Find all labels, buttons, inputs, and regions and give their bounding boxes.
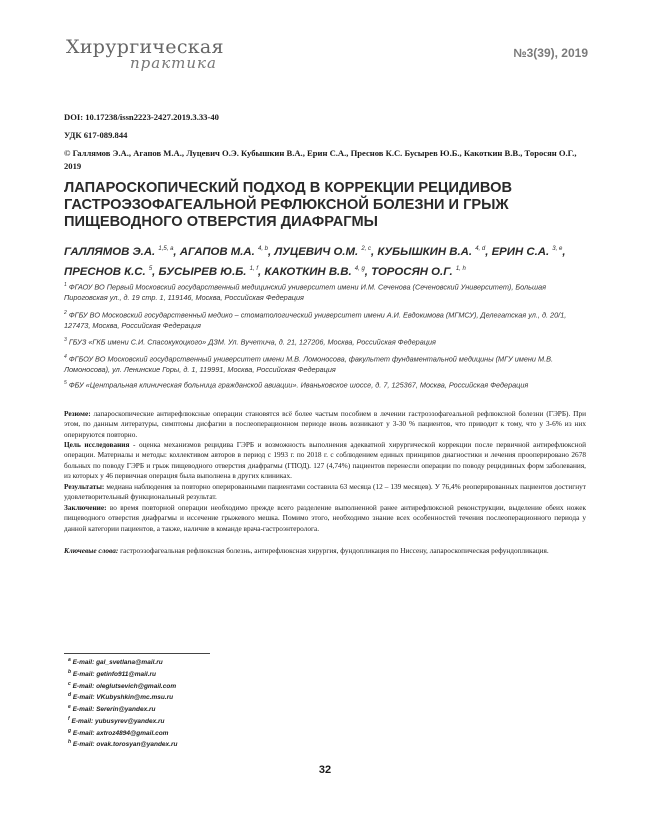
author: ЛУЦЕВИЧ О.М. $^{2, c}$, <box>274 245 378 258</box>
email-item[interactable]: $^a$ E-mail: gal_svetlana@mail.ru <box>68 657 163 667</box>
author: ПРЕСНОВ К.С. $^5$, <box>64 265 159 278</box>
footnote-divider <box>64 653 210 654</box>
journal-logo-title: Хирургическая <box>66 36 224 58</box>
email-item[interactable]: $^e$ E-mail: Sererin@yandex.ru <box>68 704 156 714</box>
email-footnotes <box>68 656 177 750</box>
abstract-resume: Резюме: лапароскопические антирефлюксные операции становятся всё более частым пособием в лечении гастроэзофагеальной рефлюксной болезни (ГЭРБ). При этом, по данным литературы, симптомы дисфагии в послеоперационном периоде вновь возникают у 3-30 % пациентов, что приводит к тому, что у 3-6% из них оперируются повторно. <box>64 409 586 439</box>
email-item[interactable]: $^h$ E-mail: ovak.torosyan@yandex.ru <box>68 739 178 749</box>
author: КАКОТКИН В.В. $^{4, g}$, <box>264 265 372 278</box>
udk: УДК 617-089.844 <box>64 130 128 140</box>
affiliation: $^4$ ФГБОУ ВО Московский государственный университет имени М.В. Ломоносова, факультет фундаментальной медицины (МГУ имени М.В. Ломоносова), ул. Ленинские Горы, д. 1, 119991, Москва, Российская Федерация <box>64 354 553 374</box>
abstract-results: Результаты: медиана наблюдения за повторно оперированными пациентами составила 63 месяца (12 – 139 месяцев). У 76,4% реоперированных пациентов достигнут удовлетворительный функциональный результат. <box>64 482 586 502</box>
copyright-line: © Галлямов Э.А., Агапов М.А., Луцевич О.Э. Кубышкин В.А., Ерин С.А., Преснов К.С. Бусырев Ю.Б., Какоткин В.В., Торосян О.Г., 2019 <box>64 148 577 171</box>
author: АГАПОВ М.А. $^{4, b}$, <box>179 245 275 258</box>
article-title: ЛАПАРОСКОПИЧЕСКИЙ ПОДХОД В КОРРЕКЦИИ РЕЦИДИВОВ ГАСТРОЭЗОФАГЕАЛЬНОЙ РЕФЛЮКСНОЙ БОЛЕЗНИ И ГРЫЖ ПИЩЕВОДНОГО ОТВЕРСТИЯ ДИАФРАГМЫ <box>64 180 512 230</box>
page-number: 32 <box>318 764 332 776</box>
email-item[interactable]: $^g$ E-mail: axtroz4894@gmail.com <box>68 727 169 737</box>
doi[interactable]: DOI: 10.17238/issn2223-2427.2019.3.33-40 <box>64 112 219 122</box>
keywords: Ключевые слова: гастроэзофагеальная рефлюксная болезнь, антирефлюксная хирургия, фундопликация по Ниссену, лапароскопическая рефундопликация. <box>64 546 549 555</box>
author: БУСЫРЕВ Ю.Б. $^{1, f}$, <box>158 265 265 278</box>
email-item[interactable]: $^f$ E-mail: yubusyrev@yandex.ru <box>68 715 165 725</box>
affiliation: $^3$ ГБУЗ «ГКБ имени С.И. Спасокукоцкого» ДЗМ. Ул. Вучетича, д. 21, 127206, Москва, Российская Федерация <box>64 337 436 347</box>
author: ЕРИН С.А. $^{3, e}$, <box>491 245 566 258</box>
abstract-aim: Цель исследования - оценка механизмов рецидива ГЭРБ и возможность выполнения адекватной хирургической коррекции после первичной антирефлюксной операции. Материалы и методы: коллективом авторов в период с 1993 г. по 2018 г. с соблюдением единых принципов диагностики и лечения прооперировано 2678 больных по поводу ГЭРБ и грыж пищеводного отверстия диафрагмы (ГПОД). 127 (4,74%) пациентов перенесли операции по поводу рецидивных форм заболевания, из которых у 46 первичная операция была выполнена в других клиниках. <box>64 440 586 481</box>
author: ТОРОСЯН О.Г. $^{1, h}$ <box>371 265 466 278</box>
email-item[interactable]: $^d$ E-mail: VKubyshkin@mc.msu.ru <box>68 692 174 702</box>
abstract-conclusion: Заключение: во время повторной операции необходимо прежде всего разделение выполненной ранее антирефлюксной реконструкции, выделение обеих ножек пищеводного отверстия диафрагмы и иссечение грыжевого мешка. Помимо этого, необходимо знание всех особенностей течения послеоперационного периода у данной категории пациентов, а также, наличие в команде врача-гастроэнтеролога. <box>64 503 586 533</box>
affiliation: $^2$ ФГБУ ВО Московский государственный медико – стоматологический университет имени А.И. Евдокимова (МГМСУ), Делегатская ул., д. 20/1, 127473, Москва, Российская Федерация <box>64 310 567 330</box>
email-item[interactable]: $^b$ E-mail: getinfo911@mail.ru <box>68 668 157 678</box>
journal-logo-subtitle: практика <box>130 54 217 72</box>
author-list <box>64 241 586 281</box>
author: ГАЛЛЯМОВ Э.А. $^{1,5, a}$, <box>64 245 180 258</box>
author: КУБЫШКИН В.А. $^{4, d}$, <box>377 245 492 258</box>
issue-number: №3(39), 2019 <box>513 46 588 60</box>
email-item[interactable]: $^c$ E-mail: oleglutsevich@gmail.com <box>68 680 177 690</box>
affiliation: $^5$ ФБУ «Центральная клиническая больница гражданской авиации». Иваньковское шоссе, д. 7, 125367, Москва, Российская Федерация <box>64 380 529 390</box>
affiliation: $^1$ ФГАОУ ВО Первый Московский государственный медицинский университет имени И.М. Сеченова (Сеченовский Университет), Большая Пироговская ул., д. 19 стр. 1, 119146, Москва, Российская Федерация <box>64 282 547 302</box>
